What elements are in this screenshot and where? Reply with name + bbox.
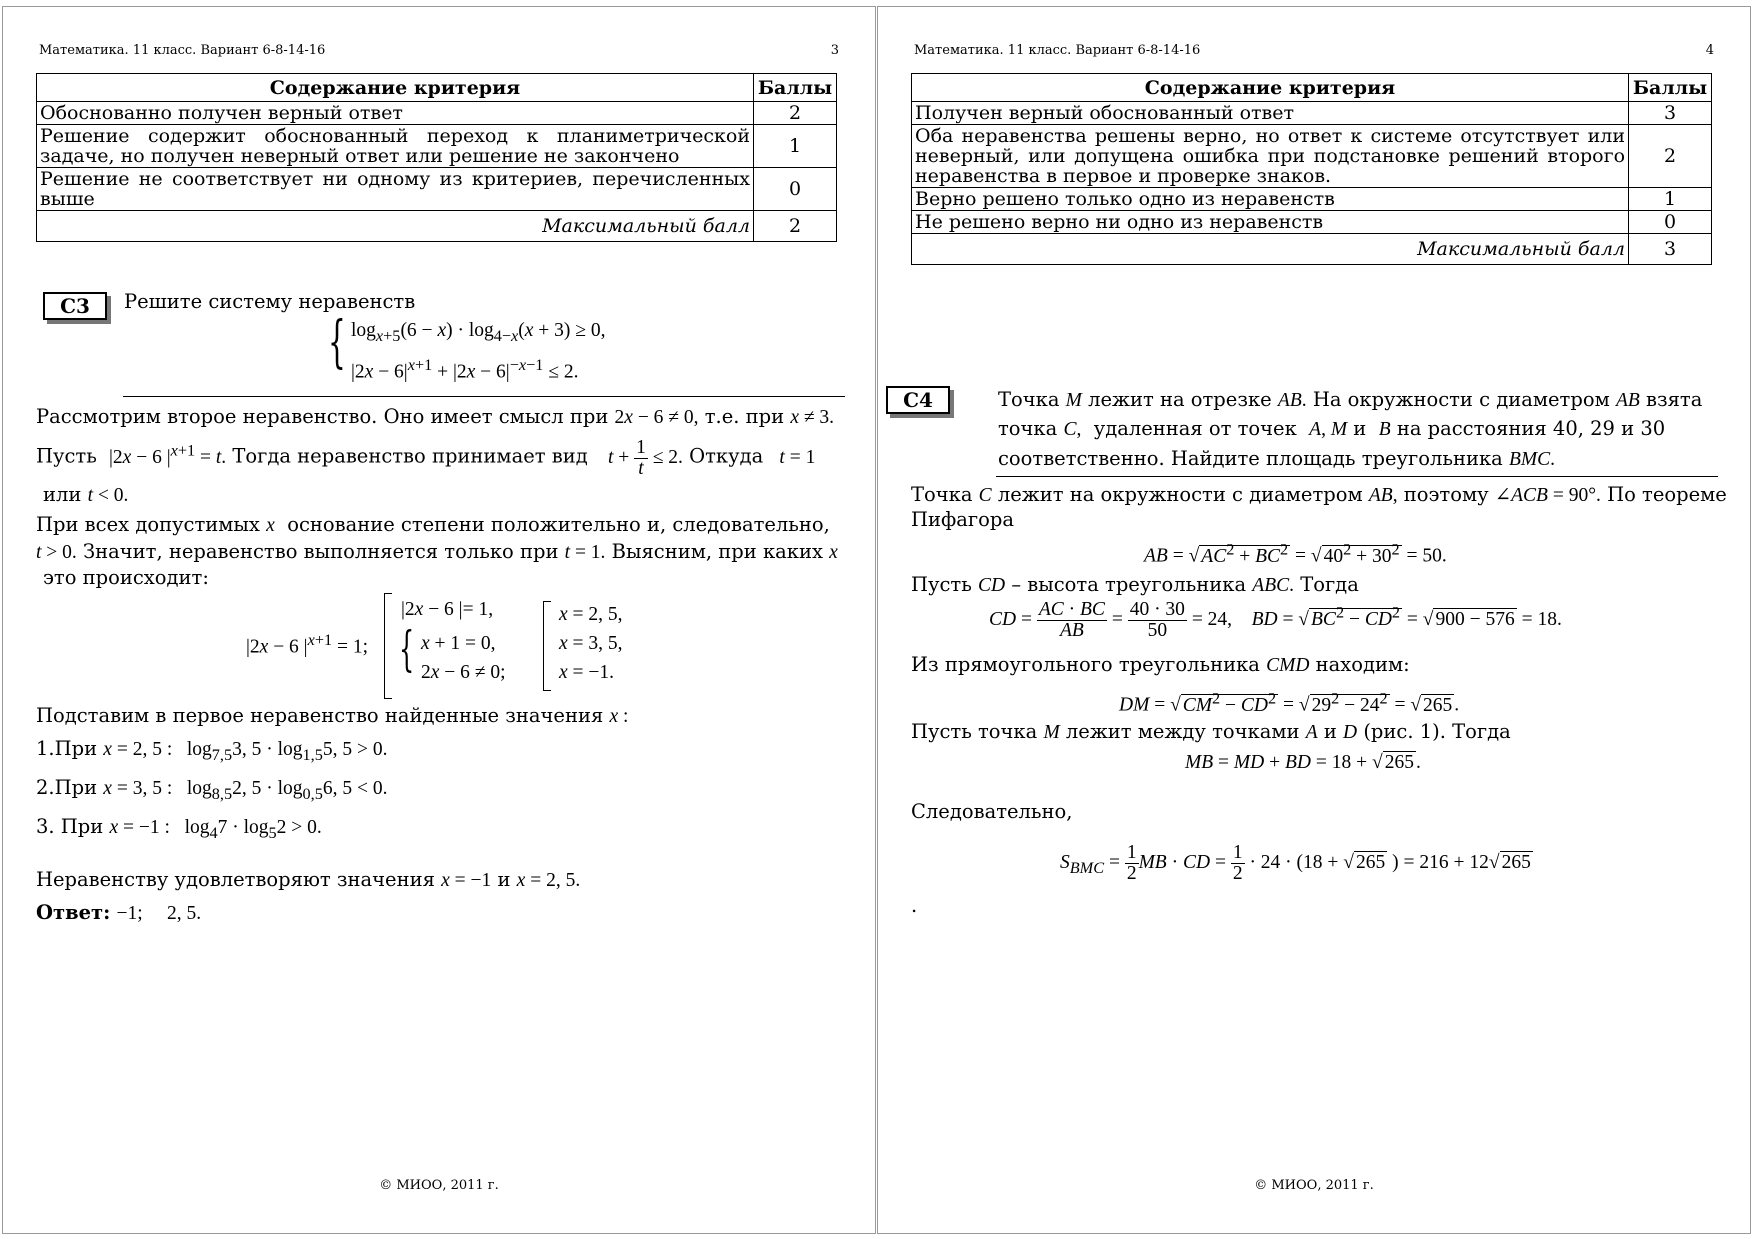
max-score-label: Максимальный балл — [37, 211, 754, 242]
points-header: Баллы — [1629, 74, 1712, 102]
solution-line: или t < 0. — [43, 483, 129, 506]
criteria-points: 2 — [754, 102, 837, 125]
criteria-points: 0 — [754, 168, 837, 211]
solution-line: Подставим в первое неравенство найденные значения x : — [36, 704, 629, 727]
system-brace: { — [399, 621, 415, 677]
bracket — [384, 593, 392, 699]
criteria-text: Обоснованно получен верный ответ — [37, 102, 754, 125]
criteria-points: 3 — [1629, 102, 1712, 125]
table-row — [37, 125, 837, 168]
header-title: Математика. 11 класс. Вариант 6-8-14-16 — [914, 43, 1201, 58]
root-value: x = 2, 5, — [559, 604, 623, 625]
task-label: С4 — [886, 386, 950, 414]
criteria-text: Оба неравенства решены верно, но ответ к системе отсутствует или неверный, или допущена ошибка при подстановке решений второго неравенства в первое и проверке знаков. — [912, 125, 1629, 188]
criteria-points: 0 — [1629, 211, 1712, 234]
divider — [996, 476, 1718, 477]
solution-line: При всех допустимых x основание степени положительно и, следовательно, — [36, 513, 830, 536]
equivalence-line: x + 1 = 0, — [421, 633, 496, 654]
criteria-header: Содержание критерия — [912, 74, 1629, 102]
case-line: 3. При x = −1 : $\log_47 \cdot \log_52 > 0$. — [36, 815, 322, 842]
criteria-table — [36, 73, 837, 242]
equivalence-line: 2x − 6 ≠ 0; — [421, 662, 506, 683]
formula-dm: DM = √ $CM^2 - CD^2$ = √ $29^2 - 24^2$ = √ 265 . — [1119, 689, 1460, 716]
table-row-max — [912, 234, 1712, 265]
points-header: Баллы — [754, 74, 837, 102]
page-header — [39, 43, 839, 58]
table-row — [912, 102, 1712, 125]
task-text: Решите систему неравенств — [124, 290, 416, 313]
conclusion: Неравенству удовлетворяют значения x = −1 и x = 2, 5. — [36, 868, 581, 891]
case-line: 1.При x = 2, 5 : $\log_{7,5}3$, $5 \cdot \log_{1,5}5$, 5 > 0. — [36, 737, 388, 764]
system-ineq-1: $\log_{x+5}(6 - x) \cdot \log_{4-x}(x + 3) \ge 0$, — [351, 320, 606, 345]
header-title: Математика. 11 класс. Вариант 6-8-14-16 — [39, 43, 326, 58]
bracket — [543, 601, 551, 691]
table-row-max — [37, 211, 837, 242]
solution-line: Пифагора — [911, 508, 1014, 531]
solution-line: Рассмотрим второе неравенство. Оно имеет смысл при 2x − 6 ≠ 0, т.е. при x ≠ 3. — [36, 405, 835, 428]
solution-line: Пусть CD – высота треугольника ABC. Тогда — [911, 573, 1359, 596]
criteria-text: Получен верный обоснованный ответ — [912, 102, 1629, 125]
criteria-points: 2 — [1629, 125, 1712, 188]
criteria-header: Содержание критерия — [37, 74, 754, 102]
solution-line: t > 0. Значит, неравенство выполняется только при t = 1. Выясним, при каких x — [36, 540, 838, 563]
task-line: Точка M лежит на отрезке AB. На окружности с диаметром AB взята — [998, 388, 1703, 411]
formula-mb: MB = MD + BD = 18 + √ 265 . — [1185, 752, 1421, 773]
task-line: точка C, удаленная от точек A, M и B на расстояния 40, 29 и 30 — [998, 417, 1666, 440]
answer: Ответ: −1; 2, 5. — [36, 901, 202, 924]
solution-line: Точка C лежит на окружности с диаметром AB, поэтому ∠ACB = 90°. По теореме — [911, 483, 1727, 506]
table-row — [912, 211, 1712, 234]
system-brace: { — [328, 310, 346, 375]
solution-line: Пусть |2x − 6 $|^{x+1} = t$. Тогда неравенство принимает вид t + $\frac{1}{t}$ ≤ 2. Откуда t = 1 — [36, 436, 816, 479]
criteria-text: Верно решено только одно из неравенств — [912, 188, 1629, 211]
formula-cd-bd: CD = $\frac{AC \cdot BC}{AB}$ = $\frac{40 \cdot 30}{50}$ = 24, BD = √ $BC^2 - CD^2$ = √ 900 − 576 = 18. — [989, 599, 1562, 641]
page-footer: © МИОО, 2011 г. — [379, 1178, 499, 1193]
criteria-text: Не решено верно ни одно из неравенств — [912, 211, 1629, 234]
system-ineq-2: $|2x - 6|^{x+1} + |2x - 6|^{-x-1} \le 2$. — [351, 356, 579, 383]
solution-line: Следовательно, — [911, 800, 1073, 823]
page-right — [877, 6, 1751, 1234]
max-score-value: 2 — [754, 211, 837, 242]
criteria-points: 1 — [1629, 188, 1712, 211]
solution-line: Пусть точка M лежит между точками A и D (рис. 1). Тогда — [911, 720, 1511, 743]
table-row — [912, 188, 1712, 211]
root-value: x = −1. — [559, 662, 615, 683]
page-number: 4 — [1705, 43, 1714, 58]
table-row — [37, 102, 837, 125]
solution-line: Из прямоугольного треугольника CMD находим: — [911, 653, 1410, 676]
equivalence-line: |2x − 6 |= 1, — [401, 599, 494, 620]
page-number: 3 — [830, 43, 839, 58]
page-header — [914, 43, 1714, 58]
task-line: соответственно. Найдите площадь треугольника BMC. — [998, 447, 1556, 470]
criteria-text: Решение не соответствует ни одному из критериев, перечисленных выше — [37, 168, 754, 211]
table-row — [37, 168, 837, 211]
criteria-points: 1 — [754, 125, 837, 168]
task-label: С3 — [43, 292, 107, 320]
case-line: 2.При x = 3, 5 : $\log_{8,5}2$, $5 \cdot \log_{0,5}6$, 5 < 0. — [36, 776, 388, 803]
equivalence-lhs: |2x − 6 $|^{x+1} = 1$; — [246, 631, 369, 658]
max-score-label: Максимальный балл — [912, 234, 1629, 265]
criteria-table — [911, 73, 1712, 265]
page-footer: © МИОО, 2011 г. — [1254, 1178, 1374, 1193]
divider — [123, 396, 845, 397]
formula-area: $S_{BMC}$ = $\frac{1}{2}$ MB · CD = $\frac{1}{2}$ · 24 · (18 + √ 265 ) = 216 + 12√ 265 — [1060, 842, 1531, 884]
solution-line: это происходит: — [43, 566, 209, 589]
trailing-dot: . — [911, 894, 918, 917]
formula-ab: AB = √ $AC^2 + BC^2$ = √ $40^2 + 30^2 = 50$. — [1144, 540, 1447, 567]
max-score-value: 3 — [1629, 234, 1712, 265]
table-row — [912, 125, 1712, 188]
page-left — [2, 6, 876, 1234]
root-value: x = 3, 5, — [559, 633, 623, 654]
criteria-text: Решение содержит обоснованный переход к планиметрической задаче, но получен неверный ответ или решение не закончено — [37, 125, 754, 168]
